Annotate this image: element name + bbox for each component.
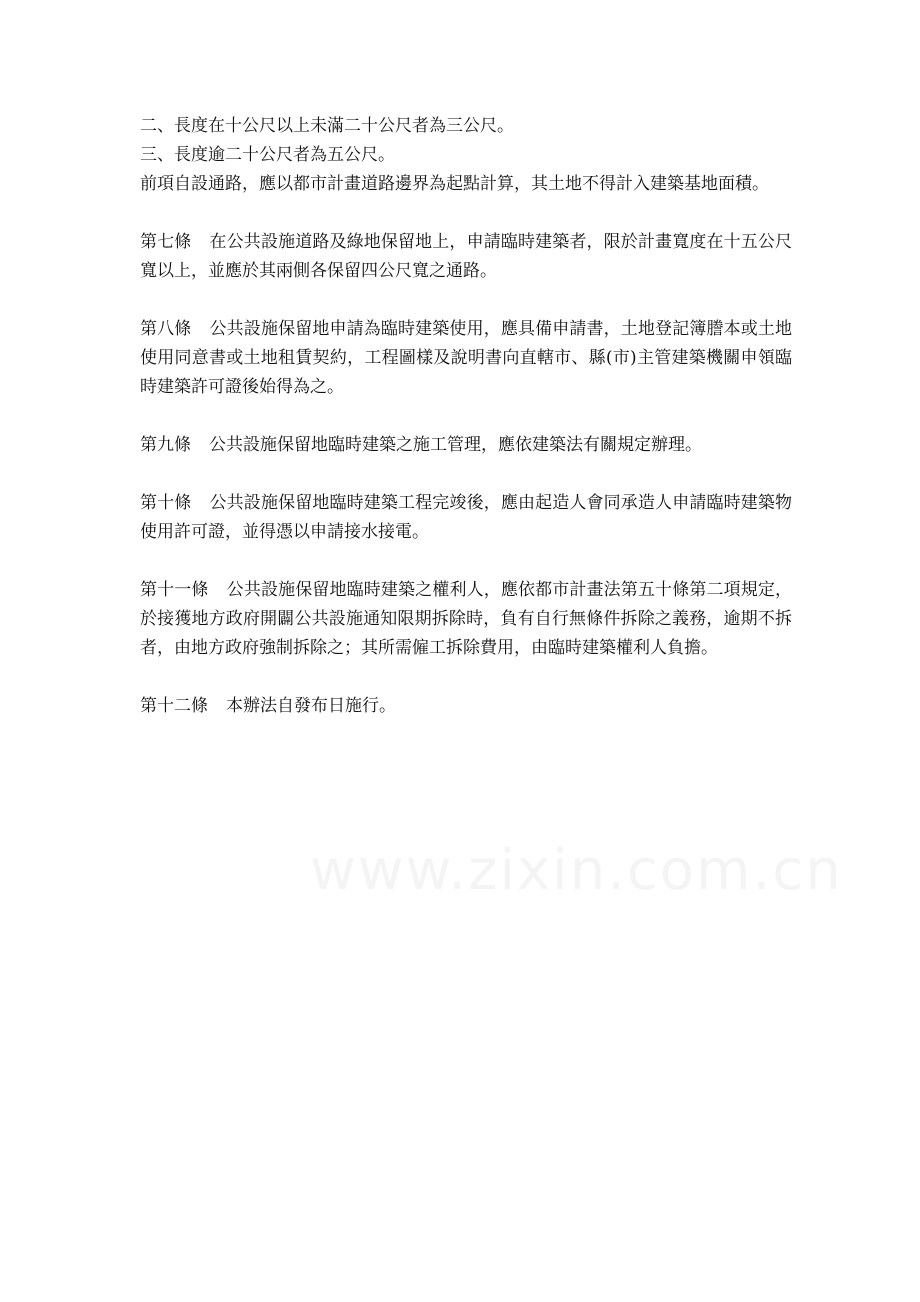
paragraph-gap xyxy=(140,547,792,576)
article-12 xyxy=(140,692,792,721)
article-text: 在公共設施道路及綠地保留地上，申請臨時建築者，限於計畫寬度在十五公尺寬以上，並應於其兩側各保留四公尺寬之通路。 xyxy=(140,232,792,281)
paragraph-gap xyxy=(140,199,792,228)
list-item-length-over-20: 三、長度逾二十公尺者為五公尺。 xyxy=(140,145,395,165)
list-item-length-10-20: 二、長度在十公尺以上未滿二十公尺者為三公尺。 xyxy=(140,116,514,136)
document-body xyxy=(140,112,792,721)
paragraph-gap xyxy=(140,460,792,489)
article-number: 第十條 xyxy=(140,493,192,513)
article-number: 第七條 xyxy=(140,232,192,252)
paragraph-self-built-road: 前項自設通路，應以都市計畫道路邊界為起點計算，其土地不得計入建築基地面積。 xyxy=(140,174,769,194)
paragraph-gap xyxy=(140,402,792,431)
article-number: 第十一條 xyxy=(140,580,209,600)
article-9 xyxy=(140,431,792,460)
article-number: 第八條 xyxy=(140,319,192,339)
article-8 xyxy=(140,315,792,402)
article-text: 公共設施保留地申請為臨時建築使用，應具備申請書，土地登記簿謄本或土地使用同意書或土地租賃契約，工程圖樣及說明書向直轄市、縣(市)主管建築機關申領臨時建築許可證後始得為之。 xyxy=(140,319,792,397)
article-number: 第十二條 xyxy=(140,696,208,716)
paragraph-gap xyxy=(140,663,792,692)
article-text: 本辦法自發布日施行。 xyxy=(226,696,396,716)
article-text: 公共設施保留地臨時建築之權利人，應依都市計畫法第五十條第二項規定，於接獲地方政府開闢公共設施通知限期拆除時，負有自行無條件拆除之義務，逾期不拆者，由地方政府強制拆除之；其所需僱工拆除費用，由臨時建築權利人負擔。 xyxy=(140,580,793,658)
article-number: 第九條 xyxy=(140,435,191,455)
article-7 xyxy=(140,228,792,286)
watermark-text xyxy=(310,838,843,903)
article-text: 公共設施保留地臨時建築工程完竣後，應由起造人會同承造人申請臨時建築物使用許可證，並得憑以申請接水接電。 xyxy=(140,493,792,542)
article-text: 公共設施保留地臨時建築之施工管理，應依建築法有關規定辦理。 xyxy=(209,435,702,455)
article-10 xyxy=(140,489,792,547)
article-11 xyxy=(140,576,792,663)
paragraph-gap xyxy=(140,286,792,315)
